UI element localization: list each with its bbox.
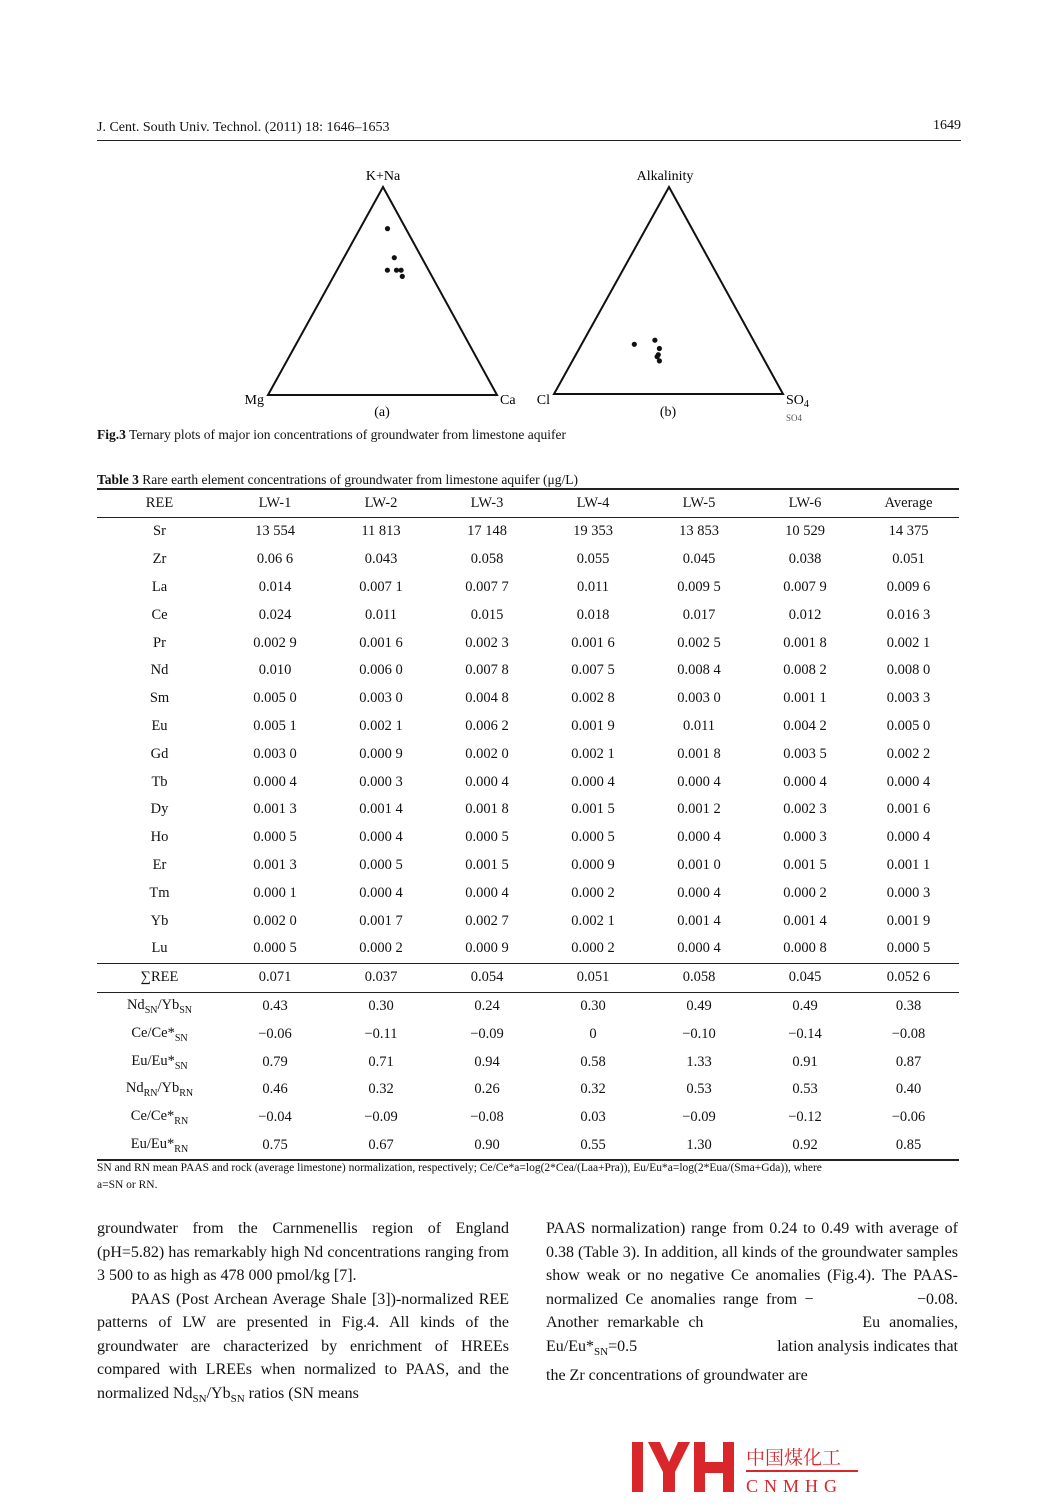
row-label: Yb (150, 912, 169, 929)
table-row (97, 852, 959, 880)
table-cell: 0.054 (470, 969, 504, 986)
table-cell: 0.38 (895, 997, 922, 1014)
table-cell: 0.001 6 (571, 634, 615, 651)
table-row-ratio (97, 1076, 959, 1104)
table-cell: 0.000 9 (571, 856, 615, 873)
table-cell: 0.46 (262, 1081, 288, 1098)
table-cell: 0.001 2 (677, 801, 721, 818)
table-row (97, 824, 959, 852)
table-cell: 0.001 8 (783, 634, 827, 651)
journal-citation: J. Cent. South Univ. Technol. (2011) 18: 1646–1653 (97, 120, 390, 135)
table-cell: 0.000 4 (677, 940, 721, 957)
data-point (657, 358, 662, 363)
row-label: Lu (151, 940, 168, 957)
ternary-panel-b (537, 169, 809, 420)
table-cell: 0.011 (364, 606, 398, 623)
table-cell: −0.04 (258, 1109, 292, 1126)
table-cell: 0.002 1 (571, 745, 615, 762)
table-row (97, 768, 959, 796)
data-point (399, 268, 404, 273)
column-header: LW-3 (470, 495, 504, 511)
left-label-b: Cl (536, 393, 550, 408)
table-cell: 0.000 4 (886, 773, 931, 790)
row-label: $Eu/Eu*_{SN}$ (131, 1052, 188, 1072)
table-cell: 0.71 (368, 1053, 394, 1070)
row-label: $Nd_{SN}/Yb_{SN}$ (126, 997, 193, 1016)
table-cell: 0.000 2 (571, 884, 615, 901)
row-label: Sm (149, 690, 170, 707)
table-cell: 0.32 (368, 1081, 394, 1098)
table-cell: 13 853 (679, 523, 719, 540)
table-cell: −0.09 (364, 1109, 398, 1126)
table-cell: 0.009 6 (886, 578, 931, 595)
table-cell: 0.071 (258, 969, 292, 986)
table-cell: 1.33 (686, 1053, 712, 1070)
table-cell: 0.001 7 (359, 912, 403, 929)
table-cell: 0.003 3 (886, 690, 931, 707)
table-cell: 0.052 6 (886, 969, 931, 986)
table-cell: 0.001 4 (359, 801, 403, 818)
table-cell: 0.051 (576, 969, 610, 986)
table-cell: 0.037 (364, 969, 398, 986)
data-point (657, 346, 662, 351)
table-cell: 0.006 2 (465, 717, 509, 734)
table-cell: 13 554 (255, 523, 295, 540)
row-label: $Ce/Ce*_{SN}$ (131, 1024, 188, 1044)
watermark-logo (632, 1442, 962, 1498)
table-row-ratio (97, 992, 959, 1020)
table-cell: 0.010 (258, 662, 292, 679)
row-label: ∑REE (140, 969, 179, 986)
table-cell: 0.32 (580, 1081, 606, 1098)
svg-text:CNMHG: CNMHG (746, 1476, 844, 1496)
table-cell: 0.03 (580, 1109, 606, 1126)
table-cell: 0.000 4 (571, 773, 615, 790)
table-cell: 0.000 5 (886, 940, 931, 957)
data-point (400, 274, 405, 279)
figure-caption-text: Ternary plots of major ion concentrations of groundwater from limestone aquifer (129, 427, 566, 442)
table-cell: 0.002 2 (886, 745, 931, 762)
table-cell: −0.06 (891, 1109, 926, 1126)
figure-3-ternary-plots (0, 150, 1046, 425)
table-cell: 0.001 8 (677, 745, 721, 762)
table-cell: 0.53 (686, 1081, 712, 1098)
table-cell: 0.002 8 (571, 690, 615, 707)
table-cell: 0.000 5 (359, 856, 403, 873)
table-row (97, 879, 959, 907)
table-cell: 0.40 (895, 1081, 922, 1098)
panel-label-b: (b) (659, 405, 677, 420)
table-cell: 0.24 (474, 997, 500, 1014)
data-point (385, 226, 390, 231)
table-cell: 1.30 (686, 1136, 712, 1153)
body-column-left (97, 1217, 509, 1411)
apex-label-b: Alkalinity (636, 169, 694, 184)
table-cell: 0.002 3 (783, 801, 827, 818)
table-cell: 0.007 5 (571, 662, 615, 679)
table-3-ree-concentrations (97, 488, 959, 1161)
table-row-ratio (97, 1104, 959, 1132)
table-cell: 0.002 1 (359, 717, 403, 734)
table-cell: 0.30 (368, 997, 394, 1014)
table-cell: −0.10 (682, 1025, 716, 1042)
table-cell: 0.000 4 (886, 829, 931, 846)
running-header (97, 118, 961, 141)
table-footnote (97, 1160, 961, 1194)
table-cell: 0.002 7 (465, 912, 509, 929)
row-label: Eu (151, 717, 168, 734)
row-label: $Nd_{RN}/Yb_{RN}$ (125, 1080, 194, 1100)
figure-caption-label: Fig.3 (97, 427, 126, 442)
svg-text:中国煤化工: 中国煤化工 (746, 1448, 842, 1469)
table-cell: 0.011 (576, 578, 610, 595)
apex-label-a: K+Na (365, 169, 401, 184)
table-footnote-line-1: SN and RN mean PAAS and rock (average limestone) normalization, respectively; Ce/Ce*a=log(2*Cea/(Laa+Pra)), Eu/Eu*a=log(2*Eua/(Sma+Gda)), where (97, 1162, 822, 1174)
ternary-panel-a (245, 169, 517, 420)
table-row (97, 629, 959, 657)
row-label: $Eu/Eu*_{RN}$ (130, 1135, 189, 1155)
table-cell: 17 148 (467, 523, 507, 540)
table-cell: 0 (589, 1025, 597, 1042)
table-cell: 0.58 (580, 1053, 606, 1070)
table-row (97, 518, 959, 546)
body-column-right (546, 1217, 958, 1388)
table-cell: 0.000 3 (886, 884, 931, 901)
table-cell: −0.12 (788, 1109, 822, 1126)
table-cell: 0.015 (470, 606, 504, 623)
table-row (97, 796, 959, 824)
table-cell: −0.09 (470, 1025, 504, 1042)
row-label: Sr (153, 523, 166, 540)
table-cell: 0.045 (788, 969, 822, 986)
figure-caption (97, 427, 566, 443)
table-cell: 11 813 (361, 523, 401, 540)
table-cell: 0.000 9 (465, 940, 509, 957)
row-label: Zr (152, 551, 167, 568)
page-number: 1649 (933, 118, 961, 133)
table-cell: −0.11 (364, 1025, 398, 1042)
table-cell: 0.90 (474, 1136, 500, 1153)
table-cell: 0.051 (892, 551, 925, 568)
table-cell: 0.91 (792, 1053, 818, 1070)
table-cell: 0.001 9 (571, 717, 615, 734)
data-point (392, 255, 397, 260)
table-cell: 0.30 (580, 997, 606, 1014)
table-cell: 0.000 3 (783, 829, 827, 846)
table-caption-label: Table 3 (97, 472, 139, 487)
table-cell: 0.007 8 (465, 662, 509, 679)
table-cell: −0.09 (682, 1109, 716, 1126)
table-cell: 0.000 2 (571, 940, 615, 957)
table-cell: 0.005 1 (253, 717, 297, 734)
row-label: Er (152, 856, 167, 873)
table-cell: 0.003 0 (253, 745, 297, 762)
table-row (97, 657, 959, 685)
table-cell: 0.001 9 (886, 912, 931, 929)
table-cell: 0.001 5 (783, 856, 827, 873)
table-cell: 19 353 (573, 523, 613, 540)
column-header-ree: REE (145, 495, 174, 511)
table-row (97, 685, 959, 713)
table-cell: 0.000 1 (253, 884, 297, 901)
table-cell: 0.003 0 (677, 690, 721, 707)
table-cell: 0.67 (368, 1136, 394, 1153)
left-label-a: Mg (244, 393, 264, 408)
table-cell: 0.000 8 (783, 940, 827, 957)
table-cell: 0.014 (258, 578, 292, 595)
table-cell: 0.007 9 (783, 578, 827, 595)
table-row (97, 574, 959, 602)
table-cell: 0.001 8 (465, 801, 509, 818)
table-cell: 0.004 8 (465, 690, 509, 707)
column-header: Average (884, 495, 933, 511)
table-cell: 0.058 (682, 969, 716, 986)
table-cell: 0.005 0 (253, 690, 297, 707)
table-cell: 0.009 5 (677, 578, 721, 595)
column-header: LW-4 (576, 495, 610, 511)
table-cell: 0.000 5 (571, 829, 615, 846)
table-cell: 0.000 5 (465, 829, 509, 846)
table-cell: 0.002 1 (571, 912, 615, 929)
column-header: LW-2 (364, 495, 398, 511)
table-row-ratio (97, 1048, 959, 1076)
table-cell: 0.000 2 (783, 884, 827, 901)
table-cell: 0.001 4 (783, 912, 827, 929)
table-cell: 0.001 5 (465, 856, 509, 873)
table-cell: 0.002 1 (886, 634, 931, 651)
table-cell: 0.26 (474, 1081, 500, 1098)
table-cell: 0.002 9 (253, 634, 297, 651)
row-label: Dy (150, 801, 169, 818)
table-cell: 0.000 4 (359, 829, 403, 846)
table-caption-text: Rare earth element concentrations of groundwater from limestone aquifer (μg/L) (142, 472, 578, 487)
row-label: La (151, 578, 168, 595)
table-cell: 0.001 4 (677, 912, 721, 929)
table-cell: 0.001 6 (359, 634, 403, 651)
table-cell: 0.038 (788, 551, 822, 568)
table-cell: 0.001 5 (571, 801, 615, 818)
table-row-sum (97, 963, 959, 992)
row-label: $Ce/Ce*_{RN}$ (130, 1108, 189, 1128)
table-cell: 0.002 0 (253, 912, 297, 929)
table-cell: 0.06 6 (256, 551, 294, 568)
table-cell: 0.000 4 (253, 773, 297, 790)
table-cell: 0.017 (682, 606, 716, 623)
paragraph-2: PAAS (Post Archean Average Shale [3])-normalized REE patterns of LW are presented in Fig.4. All kinds of the groundwater are characterized by enrichment of HREEs compared with LREEs when normalized to PAAS, and the normalized $Nd_{SN}/Yb_{SN}$ ratios (SN means (97, 1290, 509, 1405)
row-label: Nd (150, 662, 169, 679)
column-header: LW-5 (682, 495, 716, 511)
table-cell: 0.87 (895, 1053, 922, 1070)
cnmhg-logo-icon (632, 1442, 962, 1498)
table-row-ratio (97, 1020, 959, 1048)
table-cell: 0.001 6 (886, 801, 931, 818)
table-cell: 0.002 0 (465, 745, 509, 762)
table-cell: 0.018 (576, 606, 610, 623)
table-cell: 10 529 (785, 523, 825, 540)
table-cell: 0.000 4 (359, 884, 403, 901)
paragraph-3: PAAS normalization) range from 0.24 to 0.49 with average of 0.38 (Table 3). In addition, all kinds of the groundwater samples show weak or no negative Ce anomalies (Fig.4). The PAAS-normalized Ce anomalies range from − −0.08. Another remarkable ch Eu anomalies, $Eu/Eu*_{SN}=0.5$ lation analysis indicates that the Zr concentrations of groundwater are (546, 1220, 959, 1385)
table-cell: 0.53 (792, 1081, 818, 1098)
table-cell: 0.94 (474, 1053, 500, 1070)
table-cell: 0.002 5 (677, 634, 721, 651)
column-header: LW-6 (788, 495, 822, 511)
table-cell: −0.06 (258, 1025, 292, 1042)
table-cell: 0.002 3 (465, 634, 509, 651)
table-cell: 0.008 2 (783, 662, 827, 679)
row-label: Tm (149, 884, 170, 901)
table-cell: 0.75 (262, 1136, 288, 1153)
table-cell: 0.043 (364, 551, 398, 568)
table-cell: 0.43 (262, 997, 288, 1014)
table-cell: 0.024 (258, 606, 292, 623)
paragraph-1: groundwater from the Carnmenellis region of England (pH=5.82) has remarkably high Nd concentrations ranging from 3 500 to as high as 478 000 pmol/kg [7]. (97, 1220, 509, 1284)
table-caption (97, 472, 578, 488)
ternary-triangle-b (554, 187, 783, 394)
panel-label-a: (a) (374, 405, 390, 420)
row-label: Ce (151, 606, 168, 623)
data-point (652, 338, 657, 343)
chart-b-right-axis-label: SO4 (786, 413, 803, 423)
table-cell: 0.003 0 (359, 690, 403, 707)
data-point (385, 268, 390, 273)
table-cell: 0.000 4 (783, 773, 827, 790)
table-cell: 0.000 9 (359, 745, 403, 762)
row-label: Tb (151, 773, 168, 790)
table-cell: 0.000 5 (253, 829, 297, 846)
table-cell: 0.016 3 (886, 606, 931, 623)
table-cell: 0.008 0 (886, 662, 931, 679)
table-cell: 0.79 (262, 1053, 288, 1070)
table-cell: 0.008 4 (677, 662, 721, 679)
row-label: Ho (150, 829, 169, 846)
table-cell: 0.85 (895, 1136, 922, 1153)
table-row-ratio (97, 1132, 959, 1161)
table-cell: 0.007 7 (465, 578, 509, 595)
table-cell: 0.000 2 (359, 940, 403, 957)
table-header-row (97, 489, 959, 518)
table-cell: −0.08 (891, 1025, 926, 1042)
table-cell: −0.08 (470, 1109, 504, 1126)
table-row (97, 713, 959, 741)
table-cell: 0.005 0 (886, 717, 931, 734)
ternary-triangle-a (268, 187, 497, 395)
table-cell: 0.49 (792, 997, 818, 1014)
table-cell: 0.000 4 (465, 773, 509, 790)
table-cell: 0.001 0 (677, 856, 721, 873)
table-cell: 0.055 (576, 551, 610, 568)
table-cell: 0.006 0 (359, 662, 403, 679)
row-label: Pr (153, 634, 166, 651)
table-cell: 0.001 3 (253, 801, 297, 818)
table-row (97, 907, 959, 935)
table-row (97, 546, 959, 574)
table-cell: 0.92 (792, 1136, 818, 1153)
right-label-a: Ca (500, 393, 516, 408)
table-row (97, 935, 959, 963)
table-cell: 0.004 2 (783, 717, 827, 734)
table-cell: 0.000 4 (677, 829, 721, 846)
table-cell: 0.058 (470, 551, 504, 568)
table-cell: 14 375 (888, 523, 929, 540)
table-cell: −0.14 (788, 1025, 822, 1042)
table-cell: 0.55 (580, 1136, 606, 1153)
table-cell: 0.000 3 (359, 773, 403, 790)
table-cell: 0.000 5 (253, 940, 297, 957)
data-point (632, 342, 637, 347)
table-cell: 0.000 4 (677, 884, 721, 901)
table-cell: 0.000 4 (465, 884, 509, 901)
table-cell: 0.001 1 (783, 690, 827, 707)
table-cell: 0.000 4 (677, 773, 721, 790)
table-footnote-line-2: a=SN or RN. (97, 1179, 158, 1191)
table-row (97, 740, 959, 768)
table-cell: 0.003 5 (783, 745, 827, 762)
table-cell: 0.49 (686, 997, 712, 1014)
right-label-b: $SO_4$ (786, 393, 809, 410)
table-cell: 0.012 (788, 606, 822, 623)
column-header: LW-1 (258, 495, 292, 511)
row-label: Gd (150, 745, 169, 762)
table-cell: 0.007 1 (359, 578, 403, 595)
table-cell: 0.011 (682, 717, 716, 734)
table-cell: 0.001 3 (253, 856, 297, 873)
table-cell: 0.001 1 (886, 856, 931, 873)
table-cell: 0.045 (682, 551, 716, 568)
table-row (97, 601, 959, 629)
data-point (394, 268, 399, 273)
